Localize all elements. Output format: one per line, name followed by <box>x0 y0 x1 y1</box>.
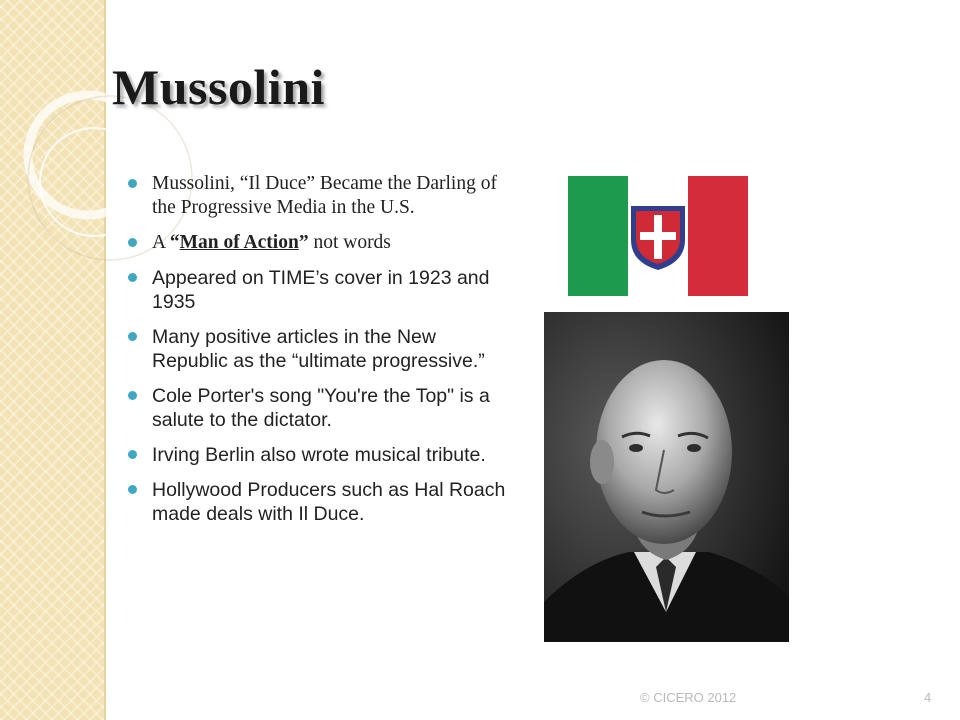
man-of-action-link[interactable]: Man of Action <box>179 232 299 253</box>
italy-kingdom-flag-image <box>568 176 748 296</box>
bullet-emphasis <box>170 232 309 253</box>
round-bullet-icon <box>128 450 137 459</box>
bullet-text: Many positive articles in the New Republic as the “ultimate progressive.” <box>152 326 485 372</box>
slide-title: Mussolini <box>112 59 325 115</box>
bullet-text: Appeared on TIME’s cover in 1923 and 1935 <box>152 267 490 313</box>
quote-open: “ <box>169 232 180 253</box>
round-bullet-icon <box>128 485 137 494</box>
footer-copyright: © CICERO 2012 <box>640 690 737 705</box>
slide-number: 4 <box>924 690 932 705</box>
bullet-item <box>128 443 513 467</box>
bullet-list <box>128 172 513 537</box>
bullet-item <box>128 231 513 255</box>
bullet-item <box>128 172 513 220</box>
round-bullet-icon <box>128 391 137 400</box>
round-bullet-icon <box>128 179 137 188</box>
mussolini-portrait-photo <box>544 312 789 642</box>
round-bullet-icon <box>128 332 137 341</box>
bullet-text: Mussolini, “Il Duce” Became the Darling of the Progressive Media in the U.S. <box>152 173 497 218</box>
bullet-item <box>128 266 513 314</box>
round-bullet-icon <box>128 238 137 247</box>
bullet-suffix: not words <box>308 232 391 253</box>
bullet-item <box>128 325 513 373</box>
round-bullet-icon <box>128 273 137 282</box>
bullet-item <box>128 384 513 432</box>
bullet-prefix: A <box>152 232 170 253</box>
bullet-text: Hollywood Producers such as Hal Roach made deals with Il Duce. <box>152 479 506 525</box>
bullet-text: Irving Berlin also wrote musical tribute. <box>152 444 486 466</box>
bullet-item <box>128 478 513 526</box>
quote-close: ” <box>298 232 309 253</box>
bullet-text: Cole Porter's song "You're the Top" is a salute to the dictator. <box>152 385 490 431</box>
